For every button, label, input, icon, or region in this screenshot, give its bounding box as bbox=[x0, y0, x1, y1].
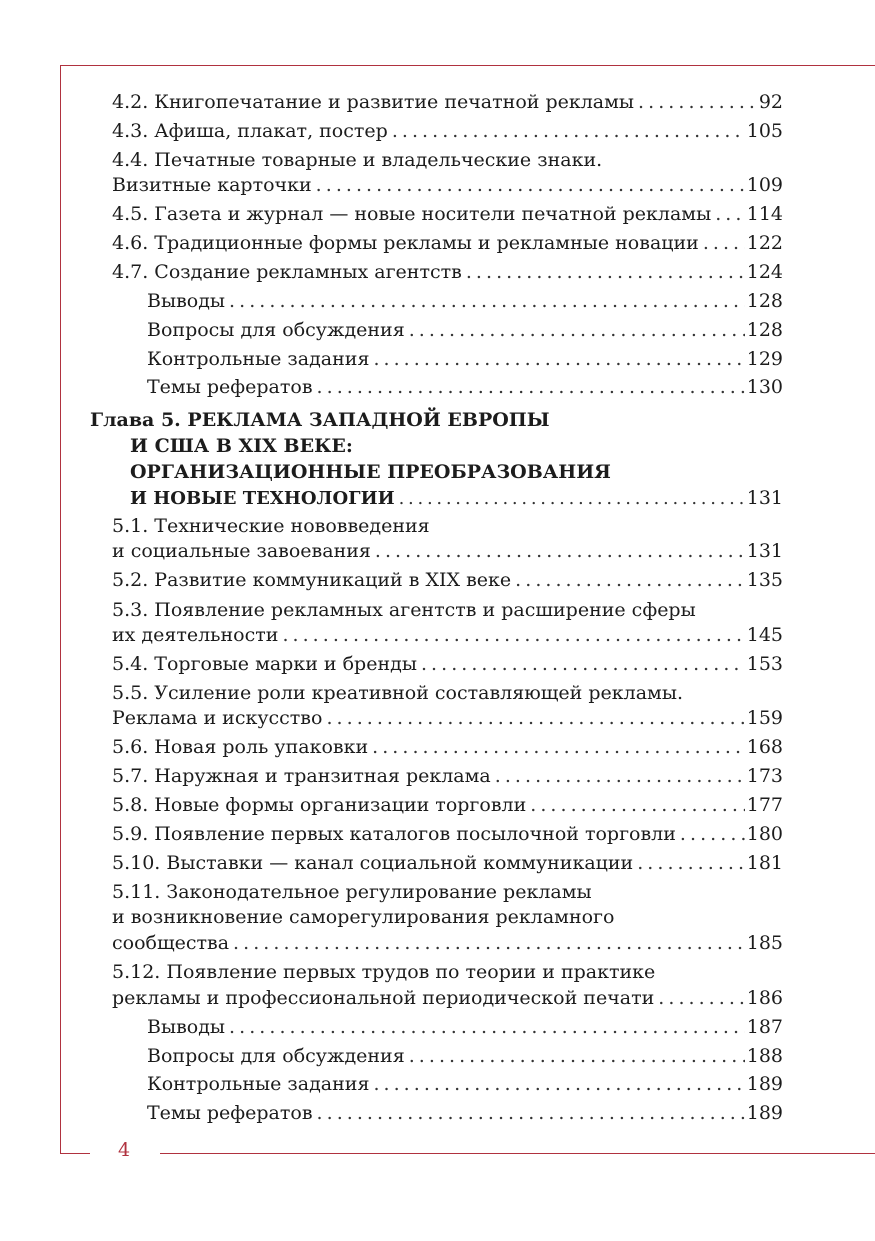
toc-entry-label: сообщества bbox=[112, 932, 230, 954]
toc-entry bbox=[112, 201, 783, 227]
toc-entry-page: 185 bbox=[746, 932, 783, 954]
toc-entry bbox=[112, 734, 783, 760]
toc-entry-label: Контрольные задания bbox=[147, 1073, 370, 1095]
page-number: 4 bbox=[118, 1139, 131, 1161]
chapter-title-line3: ОРГАНИЗАЦИОННЫЕ ПРЕОБРАЗОВАНИЯ bbox=[130, 461, 611, 483]
leader-dots bbox=[373, 346, 744, 372]
leader-dots bbox=[421, 651, 745, 677]
toc-entry-label: 4.5. Газета и журнал — новые носители печатной рекламы bbox=[112, 203, 712, 225]
toc-entry-page: 187 bbox=[746, 1016, 783, 1038]
toc-entry-page: 131 bbox=[746, 540, 783, 562]
chapter-title-line2: И США В XIX ВЕКЕ: bbox=[130, 435, 353, 457]
leader-dots bbox=[233, 930, 745, 956]
toc-entry-page: 135 bbox=[746, 569, 783, 591]
toc-entry-page: 105 bbox=[746, 120, 783, 142]
toc-entry bbox=[112, 850, 783, 876]
toc-entry-label: Вопросы для обсуждения bbox=[147, 319, 405, 341]
toc-entry-page: 131 bbox=[746, 487, 783, 509]
toc-entry-label: Контрольные задания bbox=[147, 348, 370, 370]
toc-entry-page: 189 bbox=[746, 1102, 783, 1124]
leader-dots bbox=[392, 118, 745, 144]
leader-dots bbox=[409, 317, 745, 343]
frame-left-rule bbox=[60, 65, 61, 1153]
toc-entry-page: 128 bbox=[746, 319, 783, 341]
leader-dots bbox=[495, 763, 745, 789]
toc-entry-label: Реклама и искусство bbox=[112, 707, 323, 729]
toc-entry-label: рекламы и профессиональной периодической печати bbox=[112, 987, 655, 1009]
toc-entry-label: 5.6. Новая роль упаковки bbox=[112, 736, 369, 758]
toc-entry bbox=[112, 538, 783, 564]
toc-entry bbox=[147, 1071, 783, 1097]
toc-entry-page: 130 bbox=[746, 376, 783, 398]
frame-bottom-rule-right bbox=[160, 1153, 875, 1154]
toc-entry bbox=[112, 705, 783, 731]
toc-entry bbox=[147, 346, 783, 372]
leader-dots bbox=[637, 850, 745, 876]
toc-entry bbox=[112, 259, 783, 285]
leader-dots bbox=[375, 538, 745, 564]
toc-entry-page: 128 bbox=[746, 290, 783, 312]
leader-dots bbox=[317, 374, 745, 400]
toc-entry bbox=[112, 567, 783, 593]
leader-dots bbox=[326, 705, 744, 731]
toc-entry-label: 5.10. Выставки — канал социальной коммуникации bbox=[112, 852, 634, 874]
toc-entry bbox=[147, 317, 783, 343]
toc-entry-label-line1: 5.11. Законодательное регулирование рекламы bbox=[112, 881, 592, 903]
toc-entry-label-line1: 4.4. Печатные товарные и владельческие знаки. bbox=[112, 149, 603, 171]
toc-entry-page: 129 bbox=[746, 348, 783, 370]
leader-dots bbox=[229, 288, 745, 314]
toc-entry-page: 189 bbox=[746, 1073, 783, 1095]
toc-entry-label: 5.9. Появление первых каталогов посылочной торговли bbox=[112, 823, 676, 845]
toc-entry bbox=[147, 288, 783, 314]
toc-entry-label: 5.8. Новые формы организации торговли bbox=[112, 794, 527, 816]
leader-dots bbox=[372, 734, 745, 760]
leader-dots bbox=[703, 230, 745, 256]
leader-dots bbox=[373, 1071, 744, 1097]
leader-dots bbox=[680, 821, 745, 847]
toc-entry-label-line1: 5.12. Появление первых трудов по теории и практике bbox=[112, 961, 656, 983]
toc-entry bbox=[147, 1014, 783, 1040]
toc-entry-page: 180 bbox=[746, 823, 783, 845]
toc-entry-page: 181 bbox=[746, 852, 783, 874]
toc-entry-page: 168 bbox=[746, 736, 783, 758]
toc-entry-page: 159 bbox=[746, 707, 783, 729]
toc-entry-label: 4.2. Книгопечатание и развитие печатной рекламы bbox=[112, 91, 635, 113]
toc-entry-label: 5.2. Развитие коммуникаций в XIX веке bbox=[112, 569, 512, 591]
frame-top-rule bbox=[60, 65, 875, 66]
toc-entry-page: 177 bbox=[746, 794, 783, 816]
toc-entry-page: 124 bbox=[746, 261, 783, 283]
toc-entry-page: 92 bbox=[758, 91, 783, 113]
leader-dots bbox=[638, 89, 757, 115]
toc-entry-label: 4.7. Создание рекламных агентств bbox=[112, 261, 462, 283]
chapter-title-line1: Глава 5. РЕКЛАМА ЗАПАДНОЙ ЕВРОПЫ bbox=[90, 409, 550, 431]
toc-entry bbox=[147, 374, 783, 400]
toc-entry-label: 4.3. Афиша, плакат, постер bbox=[112, 120, 388, 142]
toc-entry bbox=[147, 1100, 783, 1126]
toc-entry-page: 122 bbox=[746, 232, 783, 254]
chapter-title-entry bbox=[130, 485, 783, 512]
leader-dots bbox=[409, 1043, 745, 1069]
toc-entry-label: 4.6. Традиционные формы рекламы и рекламные новации bbox=[112, 232, 699, 254]
leader-dots bbox=[316, 172, 745, 198]
toc-entry-label: и социальные завоевания bbox=[112, 540, 371, 562]
leader-dots bbox=[658, 985, 744, 1011]
toc-entry-label: Выводы bbox=[147, 290, 226, 312]
toc-entry bbox=[147, 1043, 783, 1069]
toc-entry-label: Темы рефератов bbox=[147, 376, 313, 398]
toc-entry-label-line1: 5.5. Усиление роли креативной составляющей рекламы. bbox=[112, 682, 684, 704]
leader-dots bbox=[282, 622, 744, 648]
toc-entry bbox=[112, 89, 783, 115]
toc-entry-page: 114 bbox=[746, 203, 783, 225]
toc-entry-label-line1: 5.3. Появление рекламных агентств и расширение сферы bbox=[112, 599, 696, 621]
toc-entry bbox=[112, 821, 783, 847]
leader-dots bbox=[515, 567, 745, 593]
toc-entry-page: 173 bbox=[746, 765, 783, 787]
toc-entry bbox=[112, 651, 783, 677]
toc-entry bbox=[112, 985, 783, 1011]
leader-dots bbox=[399, 486, 745, 512]
toc-entry-label: Вопросы для обсуждения bbox=[147, 1045, 405, 1067]
toc-entry bbox=[112, 763, 783, 789]
toc-entry-label: Визитные карточки bbox=[112, 174, 312, 196]
frame-bottom-rule-left bbox=[60, 1153, 90, 1154]
leader-dots bbox=[530, 792, 744, 818]
toc-entry-label: их деятельности bbox=[112, 624, 279, 646]
toc-entry-page: 153 bbox=[746, 653, 783, 675]
toc-entry-page: 186 bbox=[746, 987, 783, 1009]
toc-entry-page: 145 bbox=[746, 624, 783, 646]
leader-dots bbox=[466, 259, 745, 285]
toc-entry-label: 5.7. Наружная и транзитная реклама bbox=[112, 765, 491, 787]
toc-entry-page: 109 bbox=[746, 174, 783, 196]
toc-entry bbox=[112, 172, 783, 198]
toc-entry-label: Выводы bbox=[147, 1016, 226, 1038]
toc-entry bbox=[112, 930, 783, 956]
toc-entry-label-line1: 5.1. Технические нововведения bbox=[112, 515, 430, 537]
leader-dots bbox=[715, 201, 745, 227]
toc-entry-label-line2: и возникновение саморегулирования рекламного bbox=[112, 906, 615, 928]
chapter-title-line4: И НОВЫЕ ТЕХНОЛОГИИ bbox=[130, 488, 395, 509]
toc-entry bbox=[112, 230, 783, 256]
toc-entry bbox=[112, 622, 783, 648]
toc-entry bbox=[112, 792, 783, 818]
leader-dots bbox=[317, 1100, 745, 1126]
toc-entry-label: 5.4. Торговые марки и бренды bbox=[112, 653, 417, 675]
toc-entry-label: Темы рефератов bbox=[147, 1102, 313, 1124]
toc-entry-page: 188 bbox=[746, 1045, 783, 1067]
toc-entry bbox=[112, 118, 783, 144]
leader-dots bbox=[229, 1014, 745, 1040]
